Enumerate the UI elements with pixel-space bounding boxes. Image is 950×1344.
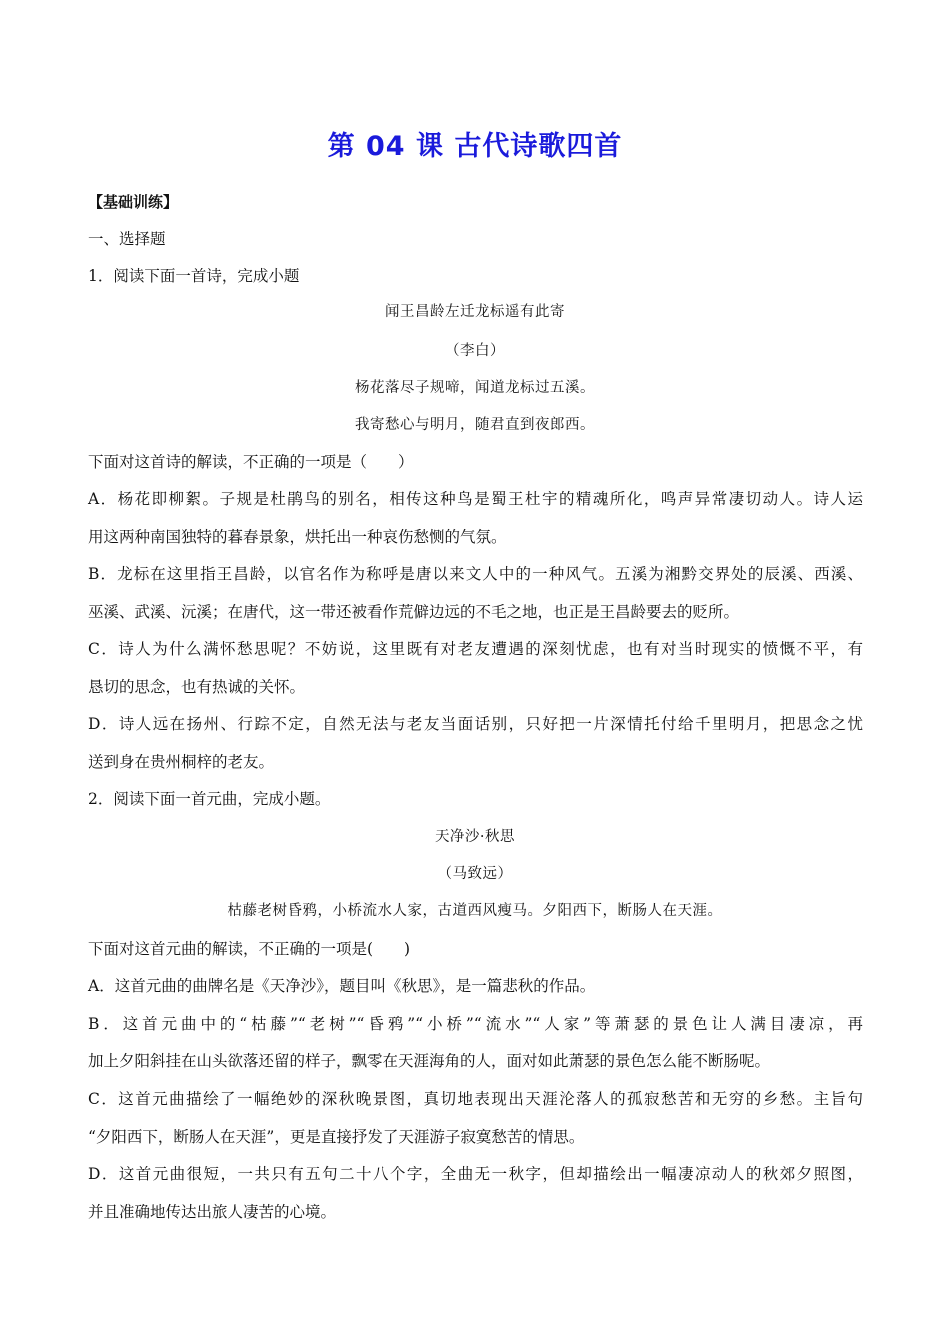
q1-option-c-cont: 恳切的思念，也有热诚的关怀。 <box>88 678 306 696</box>
q2-poem-title: 天净沙·秋思 <box>434 829 516 845</box>
q1-option-c: C．诗人为什么满怀愁思呢？不妨说，这里既有对老友遭遇的深刻忧虑，也有对当时现实的愤慨不平，有 <box>88 640 863 658</box>
q2-option-b-cont: 加上夕阳斜挂在山头欲落还留的样子，飘零在天涯海角的人，面对如此萧瑟的景色怎么能不断肠呢。 <box>88 1052 771 1070</box>
q1-option-a: A．杨花即柳絮。子规是杜鹃鸟的别名，相传这种鸟是蜀王杜宇的精魂所化，鸣声异常凄切动人。诗人运 <box>88 490 863 508</box>
q2-poem-author: （马致远） <box>437 866 513 882</box>
q2-option-d: D．这首元曲很短，一共只有五句二十八个字，全曲无一秋字，但却描绘出一幅凄凉动人的秋郊夕照图， <box>88 1165 863 1183</box>
q1-prompt: 1．阅读下面一首诗，完成小题 <box>88 267 300 285</box>
q2-poem-line: 枯藤老树昏鸦，小桥流水人家，古道西风瘦马。夕阳西下，断肠人在天涯。 <box>227 903 723 919</box>
q1-poem-line: 杨花落尽子规啼，闻道龙标过五溪。 <box>355 380 595 396</box>
section-heading: 【基础训练】 <box>88 193 179 211</box>
q1-option-d: D．诗人远在扬州、行踪不定，自然无法与老友当面话别，只好把一片深情托付给千里明月，把思念之忧 <box>88 715 863 733</box>
q1-option-a-cont: 用这两种南国独特的暮春景象，烘托出一种哀伤愁恻的气氛。 <box>88 528 507 546</box>
q1-question: 下面对这首诗的解读，不正确的一项是（ ） <box>88 453 414 471</box>
q2-option-b: B．这首元曲中的“枯藤”“老树”“昏鸦”“小桥”“流水”“人家”等萧瑟的景色让人满目凄凉，再 <box>88 1015 863 1033</box>
q2-option-d-cont: 并且准确地传达出旅人凄苦的心境。 <box>88 1203 337 1221</box>
q1-option-d-cont: 送到身在贵州桐梓的老友。 <box>88 753 275 771</box>
q1-poem-author: （李白） <box>445 343 505 359</box>
q1-poem-line: 我寄愁心与明月，随君直到夜郎西。 <box>355 417 595 433</box>
q2-option-a: A．这首元曲的曲牌名是《天净沙》，题目叫《秋思》，是一篇悲秋的作品。 <box>88 977 596 995</box>
q2-prompt: 2．阅读下面一首元曲，完成小题。 <box>88 790 331 808</box>
page-title: 第 04 课 古代诗歌四首 <box>327 131 623 162</box>
q1-option-b-cont: 巫溪、武溪、沅溪；在唐代，这一带还被看作荒僻边远的不毛之地，也正是王昌龄要去的贬所。 <box>88 603 740 621</box>
q1-poem-title: 闻王昌龄左迁龙标遥有此寄 <box>385 304 565 320</box>
q2-option-c: C．这首元曲描绘了一幅绝妙的深秋晚景图，真切地表现出天涯沦落人的孤寂愁苦和无穷的乡愁。主旨句 <box>88 1090 863 1108</box>
q2-question: 下面对这首元曲的解读，不正确的一项是( ) <box>88 940 411 958</box>
q1-option-b: B．龙标在这里指王昌龄，以官名作为称呼是唐以来文人中的一种风气。五溪为湘黔交界处的辰溪、西溪、 <box>88 565 863 583</box>
q2-option-c-cont: “夕阳西下，断肠人在天涯”，更是直接抒发了天涯游子寂寞愁苦的情思。 <box>88 1128 585 1146</box>
part-label: 一、选择题 <box>88 230 166 248</box>
